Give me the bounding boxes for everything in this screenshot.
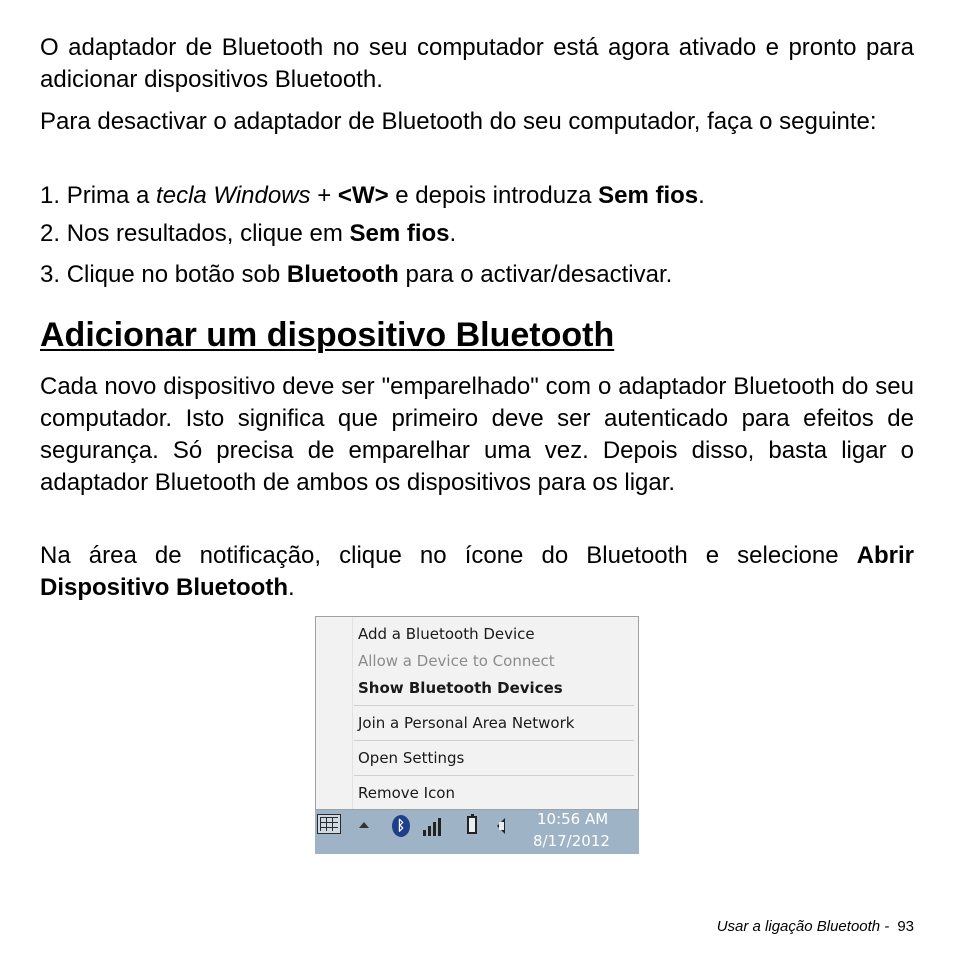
step-text: . (698, 182, 705, 209)
step-text: e depois introduza (388, 182, 599, 209)
step-text: Nos resultados, clique em (66, 220, 350, 247)
step-text: Prima a (66, 182, 157, 209)
clock-time[interactable]: 10:56 AM (537, 810, 609, 828)
paragraph-text: Na área de notificação, clique no ícone do Bluetooth e selecione (40, 542, 857, 569)
menu-item-allow-connect[interactable]: Allow a Device to Connect (358, 652, 555, 670)
step-2 (40, 218, 456, 250)
intro-paragraph-1: O adaptador de Bluetooth no seu computador está agora ativado e pronto para adicionar dispositivos Bluetooth. (40, 34, 914, 93)
menu-item-join-pan[interactable]: Join a Personal Area Network (358, 714, 575, 732)
page-footer (717, 918, 914, 935)
step-3 (40, 259, 672, 291)
step-text: Clique no botão sob (66, 261, 287, 288)
menu-separator (354, 705, 634, 706)
bluetooth-menu-screenshot (315, 616, 639, 854)
step-bold: <W> (337, 182, 389, 209)
step-bold: Sem fios (598, 182, 699, 209)
step-bold: Bluetooth (286, 261, 399, 288)
menu-gutter (352, 617, 353, 809)
menu-item-remove-icon[interactable]: Remove Icon (358, 784, 455, 802)
intro-paragraph-2: Para desactivar o adaptador de Bluetooth do seu computador, faça o seguinte: (40, 108, 877, 135)
clock-date[interactable]: 8/17/2012 (533, 832, 610, 850)
step-number: 1. (40, 182, 61, 209)
step-text: + (310, 182, 338, 209)
step-number: 2. (40, 220, 61, 247)
step-bold: Sem fios (349, 220, 450, 247)
battery-icon[interactable] (467, 816, 477, 834)
menu-item-add-device[interactable]: Add a Bluetooth Device (358, 625, 535, 643)
taskbar-tray (315, 810, 639, 854)
menu-item-show-devices[interactable]: Show Bluetooth Devices (358, 679, 563, 697)
step-1 (40, 180, 705, 212)
menu-item-open-settings[interactable]: Open Settings (358, 749, 465, 767)
bluetooth-icon[interactable]: ᛒ (392, 815, 410, 837)
step-number: 3. (40, 261, 61, 288)
network-signal-icon[interactable] (423, 816, 445, 836)
show-hidden-icons-arrow[interactable] (359, 822, 369, 828)
step-text: . (449, 220, 457, 247)
section-paragraph-1: Cada novo dispositivo deve ser "emparelhado" com o adaptador Bluetooth do seu computador. Isto significa que primeiro deve ser autenticado para efeitos de segurança. Só precisa de emparelhar uma vez. Depois disso, basta ligar o adaptador Bluetooth de ambos os dispositivos para os ligar. (40, 373, 914, 496)
step-text: para o activar/desactivar. (398, 261, 673, 288)
menu-separator (354, 740, 634, 741)
paragraph-text: . (288, 574, 295, 601)
keyboard-icon[interactable] (317, 814, 341, 834)
section-heading: Adicionar um dispositivo Bluetooth (40, 316, 615, 354)
menu-separator (354, 775, 634, 776)
section-paragraph-2 (40, 540, 914, 604)
page-number: 93 (897, 918, 914, 935)
context-menu (315, 616, 639, 810)
footer-section: Usar a ligação Bluetooth - (716, 918, 890, 935)
paragraph-bold: Abrir Dispositivo Bluetooth (40, 542, 914, 601)
speaker-icon[interactable] (497, 818, 505, 834)
step-italic: tecla Windows (156, 182, 311, 209)
